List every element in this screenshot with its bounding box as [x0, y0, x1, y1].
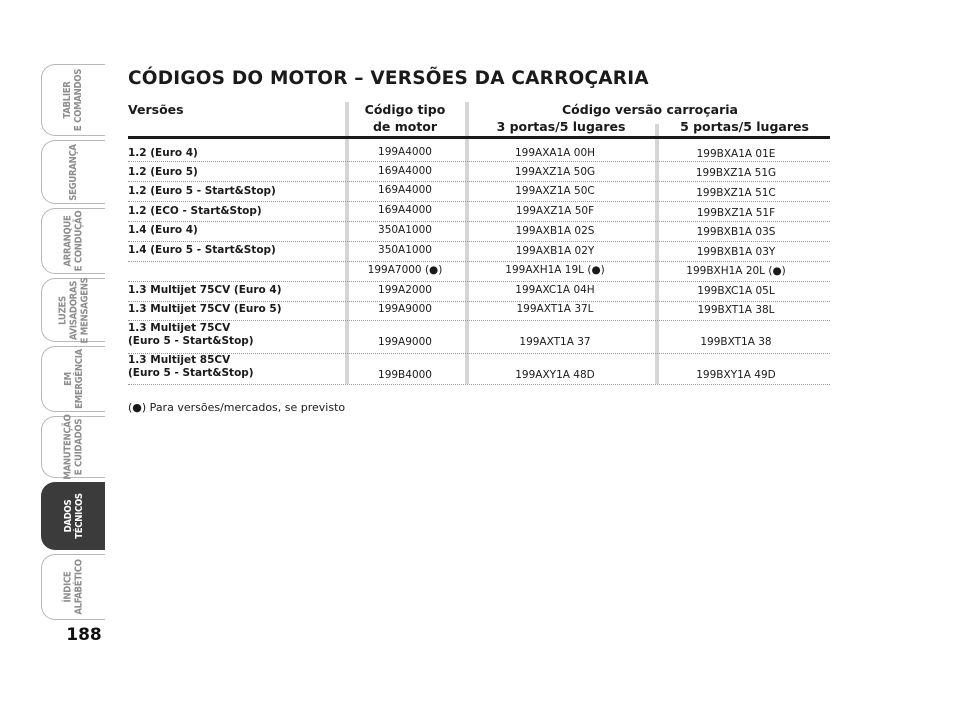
- cell-3-doors-code: 199AXA1A 00H: [514, 147, 596, 159]
- cell-5-doors-code: 199BXZ1A 51F: [696, 207, 776, 219]
- cell-5-doors-code: 199BXT1A 38: [700, 336, 772, 348]
- cell-engine-code: 199A9000: [378, 303, 432, 315]
- table-row: [128, 182, 830, 202]
- tab-label: EM EMERGÊNCIA: [62, 349, 85, 409]
- tab-label: TABLIER E COMANDOS: [62, 68, 85, 132]
- tab-label: MANUTENÇÃO E CUIDADOS: [62, 414, 85, 480]
- cell-version: 1.2 (Euro 4): [128, 147, 198, 159]
- cell-3-doors-code: 199AXH1A 19L (●): [505, 264, 605, 276]
- cell-3-doors-code: 199AXC1A 04H: [515, 284, 595, 296]
- tab-tablier-comandos[interactable]: [41, 64, 105, 136]
- cell-5-doors-code: 199BXC1A 05L: [697, 285, 775, 297]
- cell-3-doors-code: 199AXB1A 02Y: [515, 245, 595, 257]
- header-versions: Versões: [128, 102, 184, 117]
- page-title: CÓDIGOS DO MOTOR – VERSÕES DA CARROÇARIA: [128, 68, 649, 89]
- cell-version: 1.3 Multijet 75CV (Euro 4): [128, 284, 282, 296]
- table-row: [128, 202, 830, 222]
- cell-5-doors-code: 199BXB1A 03S: [696, 226, 776, 238]
- cell-version: 1.2 (Euro 5 - Start&Stop): [128, 185, 276, 197]
- cell-engine-code: 199A4000: [378, 146, 432, 158]
- table-row: [128, 141, 830, 162]
- tab-label: LUZES AVISADORAS E MENSAGENS: [57, 277, 91, 343]
- table-row: [128, 222, 830, 242]
- tab-indice-alfabetico[interactable]: [41, 554, 105, 620]
- cell-engine-code: 199A7000 (●): [367, 264, 443, 276]
- cell-version: 1.4 (Euro 5 - Start&Stop): [128, 244, 276, 256]
- tab-arranque-conducao[interactable]: [41, 208, 105, 274]
- cell-5-doors-code: 199BXZ1A 51C: [696, 187, 776, 199]
- header-engine-code-line2: de motor: [372, 119, 438, 134]
- cell-3-doors-code: 199AXT1A 37: [519, 336, 591, 348]
- tab-label: ARRANQUE E CONDUÇÃO: [62, 210, 85, 272]
- tab-luzes-avisadoras[interactable]: [41, 278, 105, 342]
- page-number: 188: [66, 625, 102, 645]
- cell-engine-code: 350A1000: [378, 224, 432, 236]
- tab-manutencao-cuidados[interactable]: [41, 416, 105, 478]
- cell-3-doors-code: 199AXB1A 02S: [515, 225, 595, 237]
- table-row: [128, 354, 830, 385]
- cell-5-doors-code: 199BXH1A 20L (●): [686, 265, 786, 277]
- header-rule: [128, 136, 830, 139]
- tab-em-emergencia[interactable]: [41, 346, 105, 412]
- cell-3-doors-code: 199AXZ1A 50G: [514, 166, 596, 178]
- header-5-doors: 5 portas/5 lugares: [680, 119, 809, 134]
- table-row: [128, 242, 830, 262]
- tab-dados-tecnicos[interactable]: [41, 482, 105, 550]
- header-3-doors: 3 portas/5 lugares: [496, 119, 626, 134]
- tab-label: ÍNDICE ALFABÉTICO: [62, 559, 85, 615]
- cell-3-doors-code: 199AXZ1A 50F: [515, 205, 595, 217]
- cell-3-doors-code: 199AXZ1A 50C: [515, 185, 595, 197]
- table-row: [128, 162, 830, 182]
- cell-3-doors-code: 199AXT1A 37L: [516, 303, 594, 315]
- footnote: (●) Para versões/mercados, se previsto: [128, 401, 346, 414]
- cell-version: 1.3 Multijet 75CV (Euro 5 - Start&Stop): [128, 322, 254, 347]
- cell-engine-code: 350A1000: [378, 244, 432, 256]
- cell-engine-code: 199A9000: [378, 336, 432, 348]
- cell-5-doors-code: 199BXY1A 49D: [696, 369, 776, 381]
- header-body-code: Código versão carroçaria: [562, 102, 738, 117]
- cell-version: 1.2 (ECO - Start&Stop): [128, 205, 262, 217]
- cell-3-doors-code: 199AXY1A 48D: [515, 369, 595, 381]
- cell-engine-code: 169A4000: [378, 165, 432, 177]
- table-row: [128, 321, 830, 354]
- tab-label: SEGURANÇA: [68, 143, 79, 201]
- table-row: [128, 302, 830, 321]
- table-row: [128, 282, 830, 302]
- header-engine-code-line1: Código tipo: [364, 102, 446, 117]
- cell-engine-code: 169A4000: [378, 184, 432, 196]
- cell-engine-code: 199B4000: [378, 369, 432, 381]
- tab-seguranca[interactable]: [41, 140, 105, 204]
- cell-5-doors-code: 199BXT1A 38L: [697, 304, 775, 316]
- cell-5-doors-code: 199BXA1A 01E: [696, 148, 776, 160]
- cell-version: 1.3 Multijet 75CV (Euro 5): [128, 303, 282, 315]
- cell-engine-code: 169A4000: [378, 204, 432, 216]
- cell-version: 1.2 (Euro 5): [128, 166, 198, 178]
- cell-version: 1.4 (Euro 4): [128, 224, 198, 236]
- cell-version: 1.3 Multijet 85CV (Euro 5 - Start&Stop): [128, 354, 254, 379]
- table-row: [128, 262, 830, 282]
- cell-5-doors-code: 199BXZ1A 51G: [695, 167, 777, 179]
- cell-5-doors-code: 199BXB1A 03Y: [696, 246, 776, 258]
- tab-label: DADOS TÉCNICOS: [62, 493, 85, 539]
- cell-engine-code: 199A2000: [378, 284, 432, 296]
